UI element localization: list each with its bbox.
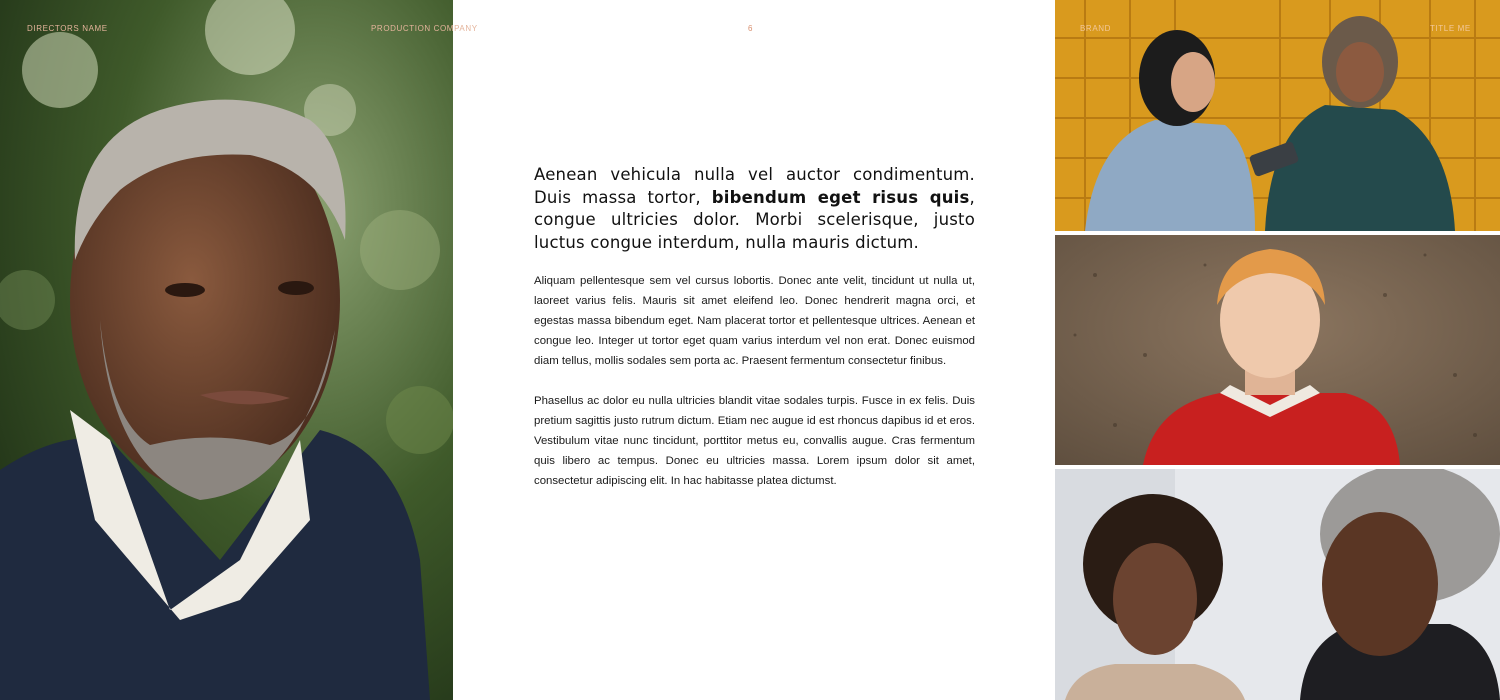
photo-two-women-white-backdrop <box>1055 469 1500 700</box>
photo-two-women-yellow-tiles <box>1055 0 1500 231</box>
body-paragraph-1: Aliquam pellentesque sem vel cursus lobortis. Donec ante velit, tincidunt ut nulla ut, laoreet varius felis. Mauris sit amet eleifend leo. Donec hendrerit magna orci, et egestas massa bibendum eget. Nam placerat tortor et pellentesque ultrices. Aenean et congue leo. Integer ut tortor eget quam varius interdum vel non erat. Donec euismod diam tellus, mollis sodales sem porta ac. Praesent fermentum consectetur finibus. <box>534 275 975 367</box>
lead-text-end: , congue ultricies dolor. Morbi scelerisque, justo luctus congue interdum, nulla mauris dictum. <box>534 187 975 252</box>
photo-child-red-sweater <box>1055 235 1500 465</box>
brand-header: BRAND <box>1080 24 1112 33</box>
lead-paragraph <box>534 164 975 254</box>
page-number: 6 <box>748 24 754 33</box>
text-column <box>534 164 975 511</box>
lead-text-start: Aenean vehicula nulla vel auctor condimentum. Duis massa tortor, <box>534 165 975 207</box>
title-header: TITLE ME <box>1430 24 1471 33</box>
lead-bold-phrase: bibendum eget risus quis <box>711 187 970 207</box>
production-company-header: PRODUCTION COMPANY <box>371 24 478 33</box>
portrait-photo-man <box>0 0 453 700</box>
body-paragraph-2: Phasellus ac dolor eu nulla ultricies blandit vitae sodales turpis. Fusce in ex felis. Duis pretium sagittis justo rutrum dictum. Etiam nec augue id est rhoncus dapibus id et eros. Vestibulum vitae nunc tincidunt, porttitor metus eu, convallis augue. Cras fermentum quis libero ac tempus. Donec eu ultricies massa. Lorem ipsum dolor sit amet, consectetur adipiscing elit. In hac habitasse platea dictumst. <box>534 395 975 487</box>
director-name-header: DIRECTORS NAME <box>27 24 108 33</box>
